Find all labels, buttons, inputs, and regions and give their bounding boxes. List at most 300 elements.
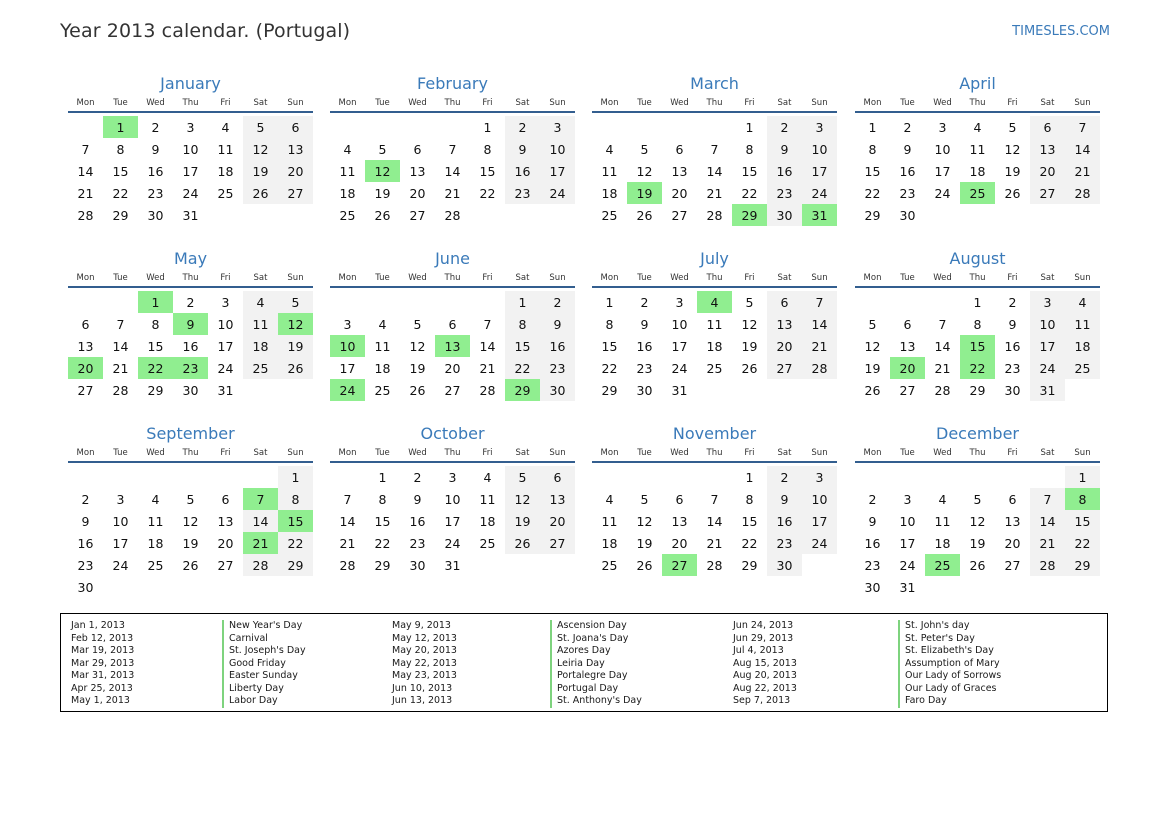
weekday-label: Tue (375, 98, 390, 108)
day-cell: 19 (864, 360, 881, 376)
day-cell: 4 (1065, 291, 1100, 313)
holiday-day-cell: 19 (627, 182, 662, 204)
empty-cell (470, 291, 505, 313)
day-cell: 24 (112, 557, 129, 573)
weekday-label: Thu (706, 98, 723, 108)
holiday-day-cell: 1 (138, 291, 173, 313)
holiday-day-cell: 15 (278, 510, 313, 532)
day-cell: 11 (601, 163, 618, 179)
holiday-day-cell: 29 (505, 379, 540, 401)
weekday-label: Sat (1040, 448, 1055, 458)
weekday-label: Mon (600, 448, 619, 458)
day-cell: 27 (540, 532, 575, 554)
day-cell: 24 (217, 360, 234, 376)
day-cell: 26 (278, 357, 313, 379)
weekday-label: Fri (744, 98, 755, 108)
weekday-label: Fri (482, 448, 493, 458)
day-cell: 17 (339, 360, 356, 376)
day-cell: 31 (671, 382, 688, 398)
day-cell: 2 (767, 466, 802, 488)
weekday-label: Wed (670, 448, 689, 458)
holiday-date: Mar 29, 2013 (71, 657, 135, 669)
day-cell: 2 (413, 469, 422, 485)
day-cell: 14 (1065, 138, 1100, 160)
day-cell: 28 (706, 557, 723, 573)
empty-cell (400, 116, 435, 138)
weekday-label: Sun (1074, 448, 1091, 458)
weekday-label: Thu (444, 448, 461, 458)
holiday-date: May 9, 2013 (392, 620, 451, 631)
day-cell: 1 (605, 294, 614, 310)
day-cell: 11 (706, 316, 723, 332)
month-march (592, 73, 837, 226)
day-cell: 30 (899, 207, 916, 223)
weekday-label: Sat (253, 273, 268, 283)
day-cell: 13 (1004, 513, 1021, 529)
day-cell: 24 (802, 182, 837, 204)
day-cell: 15 (147, 338, 164, 354)
weekday-label: Thu (706, 273, 723, 283)
day-cell: 8 (605, 316, 614, 332)
day-cell: 5 (640, 141, 649, 157)
day-cell: 3 (343, 316, 352, 332)
day-cell: 30 (767, 204, 802, 226)
day-cell: 4 (378, 316, 387, 332)
weekday-label: Tue (113, 448, 128, 458)
day-cell: 4 (151, 491, 160, 507)
holiday-day-cell: 25 (925, 554, 960, 576)
day-cell: 11 (601, 513, 618, 529)
day-cell: 9 (540, 313, 575, 335)
day-cell: 17 (1030, 335, 1065, 357)
day-cell: 18 (601, 535, 618, 551)
day-cell: 16 (77, 535, 94, 551)
holiday-day-cell: 4 (697, 291, 732, 313)
day-grid (68, 291, 313, 401)
day-cell: 17 (540, 160, 575, 182)
holiday-date: Aug 22, 2013 (733, 682, 797, 694)
day-cell: 9 (767, 138, 802, 160)
empty-cell (68, 466, 103, 488)
weekday-label: Thu (969, 98, 986, 108)
day-cell: 23 (540, 357, 575, 379)
day-cell: 28 (112, 382, 129, 398)
weekday-label: Mon (600, 273, 619, 283)
day-cell: 6 (278, 116, 313, 138)
weekday-label: Sat (1040, 273, 1055, 283)
holiday-date: Aug 15, 2013 (733, 657, 797, 669)
day-cell: 20 (278, 160, 313, 182)
day-cell: 25 (706, 360, 723, 376)
weekday-label: Fri (744, 448, 755, 458)
weekday-label: Sat (253, 448, 268, 458)
month-name: September (146, 424, 235, 443)
day-cell: 14 (77, 163, 94, 179)
day-cell: 27 (1004, 557, 1021, 573)
day-cell: 11 (339, 163, 356, 179)
day-cell: 11 (1065, 313, 1100, 335)
day-cell: 19 (969, 535, 986, 551)
empty-cell (592, 466, 627, 488)
day-cell: 21 (112, 360, 129, 376)
empty-cell (68, 291, 103, 313)
weekday-label: Tue (637, 448, 652, 458)
day-cell: 1 (278, 466, 313, 488)
weekday-label: Wed (408, 448, 427, 458)
holiday-name: Portalegre Day (550, 670, 642, 683)
holiday-name: St. Joseph's Day (222, 645, 306, 658)
empty-cell (697, 466, 732, 488)
weekday-label: Tue (900, 448, 915, 458)
empty-cell (103, 466, 138, 488)
day-cell: 9 (413, 491, 422, 507)
day-cell: 11 (243, 313, 278, 335)
day-cell: 20 (409, 185, 426, 201)
month-name: June (435, 249, 470, 268)
day-cell: 10 (899, 513, 916, 529)
day-cell: 2 (81, 491, 90, 507)
day-cell: 11 (969, 141, 986, 157)
day-cell: 2 (903, 119, 912, 135)
day-cell: 13 (1030, 138, 1065, 160)
month-december (855, 423, 1100, 598)
weekday-label: Wed (933, 448, 952, 458)
day-cell: 27 (767, 357, 802, 379)
empty-cell (995, 466, 1030, 488)
weekday-label: Sat (515, 98, 530, 108)
weekday-label: Wed (146, 273, 165, 283)
day-cell: 21 (339, 535, 356, 551)
day-cell: 6 (1030, 116, 1065, 138)
weekday-label: Thu (444, 273, 461, 283)
day-grid (592, 466, 837, 576)
day-cell: 8 (151, 316, 160, 332)
day-cell: 26 (636, 207, 653, 223)
day-cell: 13 (540, 488, 575, 510)
day-cell: 14 (934, 338, 951, 354)
day-cell: 7 (1065, 116, 1100, 138)
day-cell: 27 (444, 382, 461, 398)
weekday-label: Mon (338, 448, 357, 458)
holiday-name: St. Peter's Day (898, 633, 1001, 646)
holiday-name: Assumption of Mary (898, 658, 1001, 671)
day-cell: 6 (413, 141, 422, 157)
month-name: May (173, 249, 208, 268)
empty-cell (435, 116, 470, 138)
holiday-name: Our Lady of Sorrows (898, 670, 1001, 683)
holiday-day-cell: 20 (68, 357, 103, 379)
weekday-label: Fri (482, 98, 493, 108)
day-cell: 31 (899, 579, 916, 595)
day-cell: 24 (540, 182, 575, 204)
day-cell: 18 (479, 513, 496, 529)
day-cell: 13 (767, 313, 802, 335)
day-grid (855, 466, 1100, 598)
day-cell: 29 (601, 382, 618, 398)
day-cell: 5 (1008, 119, 1017, 135)
empty-cell (1030, 466, 1065, 488)
weekday-label: Wed (146, 448, 165, 458)
day-cell: 2 (540, 291, 575, 313)
day-cell: 16 (505, 160, 540, 182)
holiday-day-cell: 23 (173, 357, 208, 379)
day-cell: 4 (243, 291, 278, 313)
day-cell: 29 (969, 382, 986, 398)
day-cell: 12 (1004, 141, 1021, 157)
weekday-label: Tue (900, 273, 915, 283)
day-cell: 12 (182, 513, 199, 529)
day-cell: 15 (601, 338, 618, 354)
day-cell: 19 (374, 185, 391, 201)
empty-cell (330, 291, 365, 313)
day-cell: 18 (217, 163, 234, 179)
weekday-label: Sat (253, 98, 268, 108)
weekday-label: Mon (338, 273, 357, 283)
day-cell: 26 (864, 382, 881, 398)
day-cell: 23 (77, 557, 94, 573)
weekday-label: Sun (287, 273, 304, 283)
day-cell: 23 (864, 557, 881, 573)
day-cell: 4 (343, 141, 352, 157)
holiday-name: Leiria Day (550, 658, 642, 671)
day-cell: 6 (767, 291, 802, 313)
day-cell: 24 (671, 360, 688, 376)
day-cell: 19 (741, 338, 758, 354)
month-may (68, 248, 313, 401)
day-cell: 26 (636, 557, 653, 573)
day-cell: 26 (1004, 185, 1021, 201)
holiday-day-cell: 8 (1065, 488, 1100, 510)
day-cell: 15 (479, 163, 496, 179)
weekday-header (330, 270, 575, 288)
day-cell: 12 (636, 163, 653, 179)
day-cell: 16 (182, 338, 199, 354)
day-cell: 5 (378, 141, 387, 157)
empty-cell (960, 466, 995, 488)
day-cell: 29 (278, 554, 313, 576)
weekday-header (592, 445, 837, 463)
weekday-header (592, 95, 837, 113)
day-cell: 7 (483, 316, 492, 332)
day-cell: 11 (374, 338, 391, 354)
day-cell: 27 (1030, 182, 1065, 204)
weekday-label: Thu (444, 98, 461, 108)
holiday-name: Our Lady of Graces (898, 683, 1001, 696)
day-cell: 8 (973, 316, 982, 332)
day-cell: 7 (710, 491, 719, 507)
weekday-header (855, 95, 1100, 113)
day-cell: 22 (112, 185, 129, 201)
day-cell: 19 (409, 360, 426, 376)
day-cell: 30 (636, 382, 653, 398)
day-cell: 17 (112, 535, 129, 551)
weekday-label: Sun (1074, 273, 1091, 283)
day-cell: 6 (903, 316, 912, 332)
day-cell: 5 (278, 291, 313, 313)
empty-cell (138, 466, 173, 488)
day-cell: 15 (864, 163, 881, 179)
day-cell: 7 (448, 141, 457, 157)
day-cell: 9 (767, 488, 802, 510)
day-cell: 2 (1008, 294, 1017, 310)
weekday-header (855, 445, 1100, 463)
day-cell: 16 (636, 338, 653, 354)
weekday-label: Sat (515, 448, 530, 458)
brand-link[interactable]: TIMESLES.COM (1012, 24, 1110, 39)
day-cell: 28 (802, 357, 837, 379)
holiday-date: Sep 7, 2013 (733, 695, 791, 706)
day-cell: 30 (864, 579, 881, 595)
day-cell: 31 (182, 207, 199, 223)
day-cell: 5 (243, 116, 278, 138)
day-grid (855, 116, 1100, 226)
day-cell: 9 (505, 138, 540, 160)
day-cell: 24 (934, 185, 951, 201)
day-cell: 23 (767, 182, 802, 204)
day-cell: 28 (706, 207, 723, 223)
day-cell: 28 (934, 382, 951, 398)
day-cell: 5 (973, 491, 982, 507)
day-cell: 30 (147, 207, 164, 223)
day-cell: 23 (147, 185, 164, 201)
day-cell: 7 (343, 491, 352, 507)
day-cell: 27 (409, 207, 426, 223)
weekday-label: Mon (76, 273, 95, 283)
weekday-header (855, 270, 1100, 288)
day-cell: 16 (767, 510, 802, 532)
holiday-day-cell: 12 (278, 313, 313, 335)
weekday-label: Wed (408, 273, 427, 283)
holiday-day-cell: 12 (365, 160, 400, 182)
day-cell: 13 (278, 138, 313, 160)
day-cell: 22 (374, 535, 391, 551)
day-cell: 6 (81, 316, 90, 332)
month-november (592, 423, 837, 576)
day-cell: 21 (802, 335, 837, 357)
day-cell: 14 (706, 513, 723, 529)
holiday-dates-column (392, 620, 457, 708)
day-cell: 28 (339, 557, 356, 573)
day-cell: 3 (448, 469, 457, 485)
weekday-label: Wed (670, 98, 689, 108)
weekday-header (68, 445, 313, 463)
day-cell: 9 (81, 513, 90, 529)
day-cell: 2 (505, 116, 540, 138)
day-cell: 6 (1008, 491, 1017, 507)
holiday-date: Jun 13, 2013 (392, 695, 453, 706)
day-cell: 25 (601, 207, 618, 223)
weekday-label: Thu (182, 273, 199, 283)
day-grid (592, 116, 837, 226)
day-cell: 25 (1065, 357, 1100, 379)
holiday-name: Ascension Day (550, 620, 642, 633)
holiday-day-cell: 7 (243, 488, 278, 510)
day-cell: 4 (221, 119, 230, 135)
holiday-name: Easter Sunday (222, 670, 306, 683)
day-cell: 14 (802, 313, 837, 335)
day-cell: 22 (479, 185, 496, 201)
day-cell: 11 (217, 141, 234, 157)
day-cell: 2 (151, 119, 160, 135)
day-cell: 13 (899, 338, 916, 354)
weekday-header (592, 270, 837, 288)
month-name: November (672, 424, 757, 443)
day-cell: 27 (278, 182, 313, 204)
day-cell: 15 (112, 163, 129, 179)
day-cell: 18 (374, 360, 391, 376)
day-cell: 24 (1030, 357, 1065, 379)
day-cell: 20 (217, 535, 234, 551)
day-cell: 5 (640, 491, 649, 507)
holiday-day-cell: 20 (890, 357, 925, 379)
day-cell: 3 (540, 116, 575, 138)
weekday-label: Sun (287, 448, 304, 458)
day-cell: 12 (636, 513, 653, 529)
day-cell: 19 (278, 335, 313, 357)
day-cell: 28 (444, 207, 461, 223)
month-july (592, 248, 837, 401)
day-cell: 18 (969, 163, 986, 179)
day-cell: 10 (540, 138, 575, 160)
holiday-name: St. John's day (898, 620, 1001, 633)
weekday-label: Thu (182, 98, 199, 108)
weekday-label: Thu (969, 448, 986, 458)
day-cell: 18 (147, 535, 164, 551)
weekday-label: Thu (182, 448, 199, 458)
day-cell: 19 (636, 535, 653, 551)
weekday-label: Sun (811, 98, 828, 108)
holiday-day-cell: 10 (330, 335, 365, 357)
day-cell: 8 (278, 488, 313, 510)
day-cell: 22 (741, 535, 758, 551)
day-cell: 2 (868, 491, 877, 507)
day-cell: 4 (605, 141, 614, 157)
day-cell: 8 (745, 491, 754, 507)
weekday-label: Fri (220, 273, 231, 283)
weekday-label: Tue (637, 273, 652, 283)
day-cell: 3 (903, 491, 912, 507)
day-cell: 15 (505, 335, 540, 357)
day-cell: 23 (409, 535, 426, 551)
holiday-name: Good Friday (222, 658, 306, 671)
empty-cell (925, 291, 960, 313)
empty-cell (662, 116, 697, 138)
day-grid (330, 291, 575, 401)
weekday-label: Fri (220, 448, 231, 458)
holiday-date: Jun 10, 2013 (392, 682, 453, 694)
weekday-label: Sun (811, 448, 828, 458)
month-september (68, 423, 313, 598)
day-cell: 3 (802, 116, 837, 138)
day-cell: 25 (147, 557, 164, 573)
weekday-header (330, 445, 575, 463)
month-february (330, 73, 575, 226)
holiday-date: Jun 29, 2013 (733, 632, 794, 644)
empty-cell (330, 116, 365, 138)
day-grid (330, 466, 575, 576)
day-cell: 15 (741, 513, 758, 529)
day-cell: 3 (221, 294, 230, 310)
day-cell: 15 (374, 513, 391, 529)
weekday-label: Tue (375, 448, 390, 458)
day-cell: 26 (409, 382, 426, 398)
day-cell: 13 (671, 163, 688, 179)
day-cell: 18 (706, 338, 723, 354)
empty-cell (68, 116, 103, 138)
day-cell: 8 (378, 491, 387, 507)
holiday-name: St. Joana's Day (550, 633, 642, 646)
holiday-date: May 20, 2013 (392, 645, 457, 656)
